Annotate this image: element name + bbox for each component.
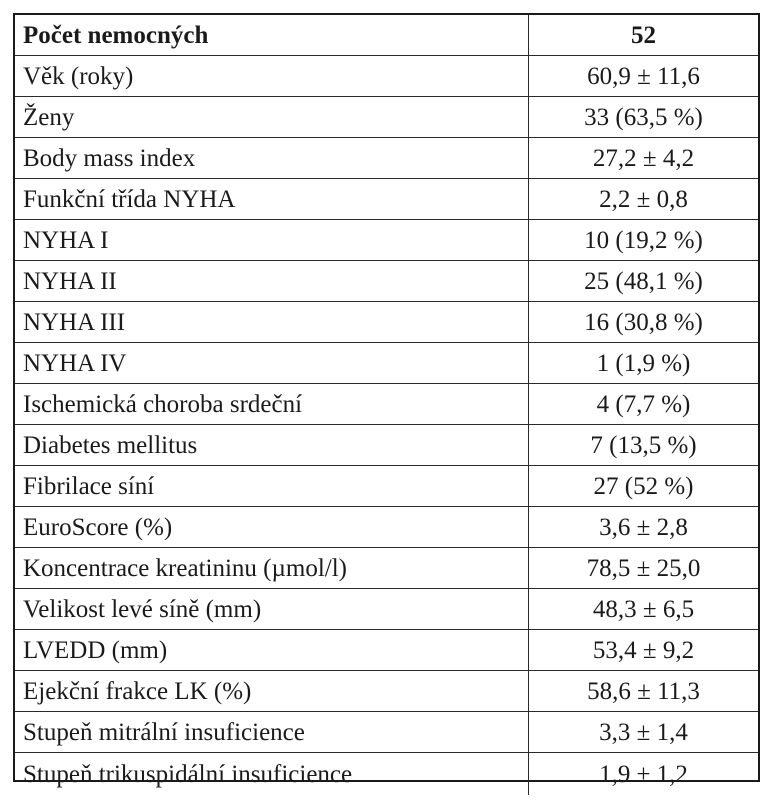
- clinical-characteristics-table-frame: [13, 13, 760, 788]
- row-label: Ženy: [15, 97, 529, 138]
- table-row-sub: [15, 220, 758, 261]
- row-label: Stupeň trikuspidální insuficience: [15, 753, 529, 796]
- header-value-cell: 52: [529, 15, 759, 56]
- row-value: 60,9 ± 11,6: [529, 56, 759, 97]
- row-label-sub: NYHA I: [15, 220, 529, 261]
- row-label: Diabetes mellitus: [15, 425, 529, 466]
- row-value: 25 (48,1 %): [529, 261, 759, 302]
- row-label: Fibrilace síní: [15, 466, 529, 507]
- header-label-cell: Počet nemocných: [15, 15, 529, 56]
- row-label: Ejekční frakce LK (%): [15, 671, 529, 712]
- row-label: Stupeň mitrální insuficience: [15, 712, 529, 753]
- table-row: [15, 507, 758, 548]
- row-label: Body mass index: [15, 138, 529, 179]
- row-value: 16 (30,8 %): [529, 302, 759, 343]
- table-row: [15, 548, 758, 589]
- row-label: LVEDD (mm): [15, 630, 529, 671]
- row-value: 1 (1,9 %): [529, 343, 759, 384]
- row-value: 53,4 ± 9,2: [529, 630, 759, 671]
- row-label: Velikost levé síně (mm): [15, 589, 529, 630]
- row-label: Ischemická choroba srdeční: [15, 384, 529, 425]
- table-row-sub: [15, 261, 758, 302]
- row-value: 1,9 ± 1,2: [529, 753, 759, 796]
- table-row: [15, 630, 758, 671]
- row-value: 10 (19,2 %): [529, 220, 759, 261]
- table-row: [15, 753, 758, 796]
- table-row: [15, 712, 758, 753]
- row-value: 2,2 ± 0,8: [529, 179, 759, 220]
- table-row-sub: [15, 302, 758, 343]
- row-value: 27,2 ± 4,2: [529, 138, 759, 179]
- table-row-sub: [15, 343, 758, 384]
- row-value: 78,5 ± 25,0: [529, 548, 759, 589]
- table-header-row: [15, 15, 758, 56]
- row-value: 4 (7,7 %): [529, 384, 759, 425]
- row-value: 7 (13,5 %): [529, 425, 759, 466]
- clinical-characteristics-table: [15, 15, 758, 795]
- table-row: [15, 384, 758, 425]
- row-value: 3,6 ± 2,8: [529, 507, 759, 548]
- row-value: 58,6 ± 11,3: [529, 671, 759, 712]
- table-row: [15, 466, 758, 507]
- table-row: [15, 56, 758, 97]
- table-row: [15, 97, 758, 138]
- table-row: [15, 179, 758, 220]
- row-label: Věk (roky): [15, 56, 529, 97]
- table-row: [15, 589, 758, 630]
- table-row: [15, 138, 758, 179]
- row-label-sub: NYHA II: [15, 261, 529, 302]
- row-label: Koncentrace kreatininu (µmol/l): [15, 548, 529, 589]
- row-label: Funkční třída NYHA: [15, 179, 529, 220]
- table-row: [15, 671, 758, 712]
- row-value: 33 (63,5 %): [529, 97, 759, 138]
- row-value: 3,3 ± 1,4: [529, 712, 759, 753]
- table-row: [15, 425, 758, 466]
- row-label: EuroScore (%): [15, 507, 529, 548]
- row-value: 48,3 ± 6,5: [529, 589, 759, 630]
- row-value: 27 (52 %): [529, 466, 759, 507]
- row-label-sub: NYHA IV: [15, 343, 529, 384]
- row-label-sub: NYHA III: [15, 302, 529, 343]
